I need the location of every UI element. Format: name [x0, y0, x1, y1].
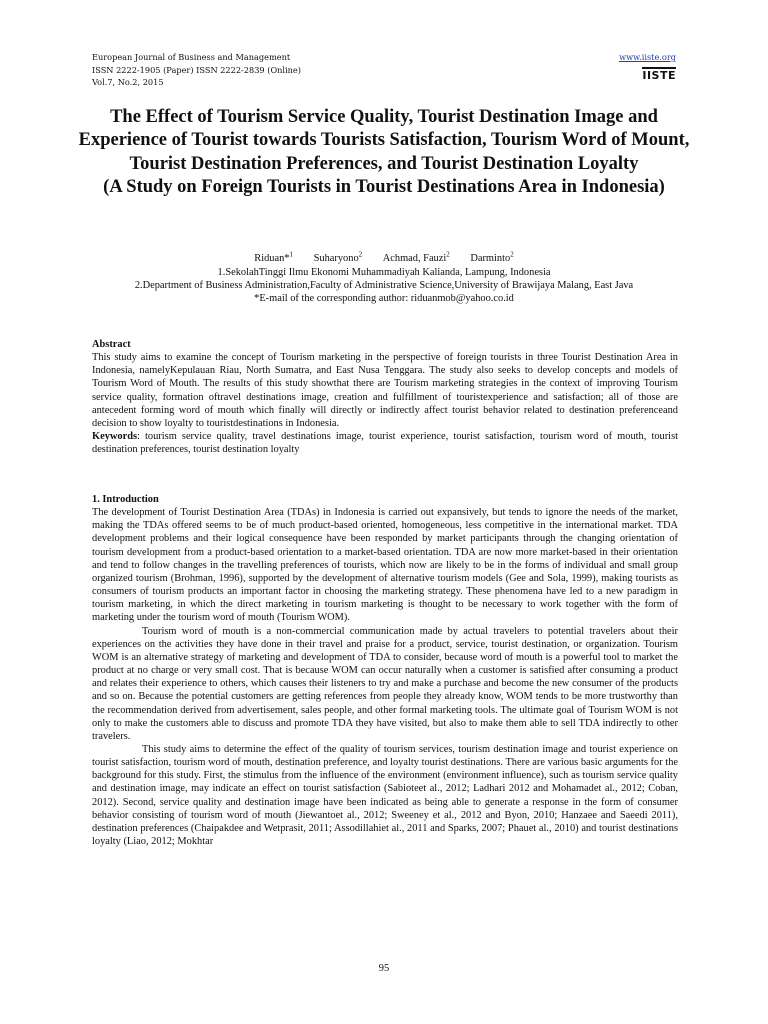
journal-volume: Vol.7, No.2, 2015: [92, 77, 164, 87]
author: Suharyono$^2$: [313, 251, 363, 265]
paragraph: Tourism word of mouth is a non-commercial communication made by actual travelers to potential travelers about their experiences on the activities they have done in their travel and praise for a product, service, tourist destination, or organization. Tourism WOM is an alternative strategy of marketing and development of TDA to consider, because word of mouth is a powerful tool to market the product at no charge or very small cost. That is because WOM can occur naturally when a customer is satisfied after consuming a product and relates their experience to others, which causes their listeners to try and make a purchase and become the new consumer of the products and so on. Because the potential customers are getting references from people they already know, WOM tends to be more trustworthy than the recommendation derived from advertisement, sales people, and other formal marketing tools. The ultimate goal of Tourism WOM is not only to make the customers able to discuss and promote TDA they have visited, but also to make them able to sell TDA indirectly to other travelers.: [92, 625, 678, 742]
author: Riduan*$^1$: [254, 251, 294, 265]
affiliation-1: 1.SekolahTinggi Ilmu Ekonomi Muhammadiyah Kalianda, Lampung, Indonesia: [217, 266, 551, 278]
author-list: [78, 249, 690, 266]
introduction-section: [92, 493, 678, 848]
page-number: 95: [378, 963, 390, 974]
section-heading: 1. Introduction: [92, 494, 159, 505]
keywords-label: Keywords: [92, 431, 138, 443]
title-block: [78, 106, 690, 200]
paragraph: This study aims to determine the effect of the quality of tourism services, tourism destination image and tourist experience on tourist satisfaction, tourism word of mouth, destination preference, and loyalty tourist destinations. There are various basic arguments for the background for this study. First, the stimulus from the influence of the environment (environment influence), such as tourism service quality and destination image, may indicate an effect on tourist satisfaction (Sabioteet al., 2012; Ladhari 2012 and Mohamadet al., 2012; Coban, 2012). Second, service quality and destination image have been indicated as being able to generate a response in the form of consumer behavior consisting of tourism word of mouth (Jiewantoet al., 2012; Sweeney et al., 2012 and Byon, 2010; Hanzaee and Saeedi 2011), destination preferences (Chaipakdee and Wetprasit, 2011; Assodillahiet al., 2011 and Sparks, 2007; Phauet al., 2010) and tourist destinations loyalty (Liao, 2012; Mokhtar: [92, 743, 678, 848]
journal-issn: ISSN 2222-1905 (Paper) ISSN 2222-2839 (Online): [92, 64, 301, 75]
authors-block: [78, 249, 690, 305]
affiliation-2: 2.Department of Business Administration,Faculty of Administrative Science,University of Brawijaya Malang, East Java: [134, 279, 634, 291]
abstract-heading: Abstract: [92, 339, 131, 350]
abstract-text: This study aims to examine the concept of Tourism marketing in the perspective of foreign tourists in three Tourist Destination Area in Indonesia, namelyKepulauan Riau, North Sumatra, and East Nusa Tenggara. The study also seeks to develop concepts and models of Tourism Word of Mouth. The results of this study showthat there are Tourism marketing strategies in the context of improving Tourism service quality, formation oftravel destinations image, creation and fulfillment of touristexperience and satisfaction; all of those are antecedent forming word of mouth which finally will directly or indirectly affect tourist behavior related to destination preferenceand decision to show loyalty to touristdestinations in Indonesia.: [92, 352, 678, 429]
author: Achmad, Fauzi$^2$: [382, 251, 450, 265]
author: Darminto$^2$: [470, 251, 514, 265]
paper-title: The Effect of Tourism Service Quality, Tourist Destination Image and Experience of Tourist towards Tourists Satisfaction, Tourism Word of Mount, Tourist Destination Preferences, and Tourist Destination Loyalty: [78, 107, 690, 174]
publisher-header: [619, 51, 676, 83]
paper-subtitle: (A Study on Foreign Tourists in Tourist Destinations Area in Indonesia): [103, 177, 665, 198]
keywords-text: : tourism service quality, travel destinations image, tourist experience, tourist satisfaction, tourism word of mouth, tourist destination preferences, tourist destination loyalty: [92, 431, 678, 456]
iiste-logo: IISTE: [642, 69, 676, 82]
paragraph: The development of Tourist Destination Area (TDAs) in Indonesia is carried out expansively, but tends to ignore the needs of the market, making the TDAs offered seems to be of much product-based oriented, homogeneous, less competitive in the international market. TDA development problems and their logical consequence have been responded by market participants through the changing orientation of tourism development from a product-based orientation to a market-based orientation. TDA are now more market-based in their orientation and tend to follow changes in the travelling preferences of tourists, which now are likely to be in the forms of individual and small group organized tourism (Brohman, 1996), supported by the development of alternative tourism models (Gee and Sola, 1999), making tourists as consumers of tourism products an important factor in choosing the marketing strategy. These phenomena have led to a new paradigm in tourism marketing, in which the direct marketing in tourism marketing is thought to be necessary to work together with the form of marketing under the tourism word of mouth (Tourism WOM).: [92, 507, 678, 624]
journal-header: [92, 51, 301, 89]
keywords: [92, 430, 678, 456]
abstract-section: [92, 338, 678, 456]
publisher-website-link[interactable]: www.iiste.org: [619, 52, 676, 62]
journal-name: European Journal of Business and Management: [92, 52, 291, 62]
corresponding-email: *E-mail of the corresponding author: riduanmob@yahoo.co.id: [254, 293, 514, 305]
